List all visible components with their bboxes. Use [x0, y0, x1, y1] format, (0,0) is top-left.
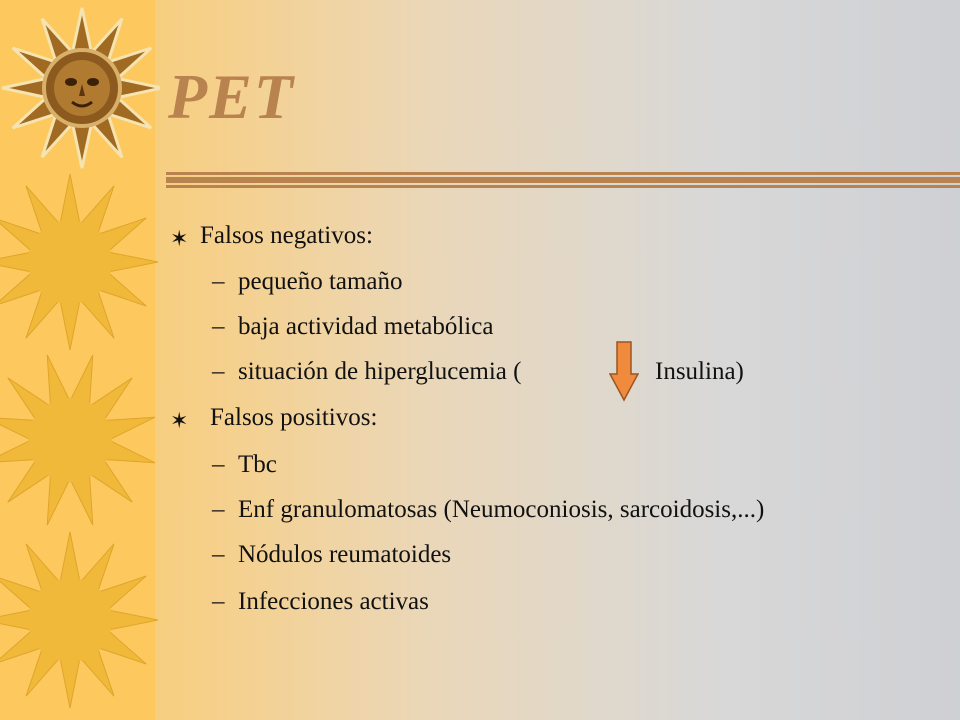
title-rule — [166, 172, 960, 194]
list-item — [212, 358, 521, 386]
list-item-text: situación de hiperglucemia ( — [238, 358, 522, 385]
list-item-text: baja actividad metabólica — [238, 313, 494, 340]
list-item — [212, 268, 403, 296]
list-item-text: Infecciones activas — [238, 588, 429, 615]
section-heading-positives: Falsos positivos: — [210, 404, 378, 431]
list-item — [212, 496, 764, 524]
list-item — [212, 588, 429, 616]
sun-icon — [0, 174, 158, 350]
dash-glyph: – — [212, 588, 225, 615]
down-arrow-icon — [609, 340, 639, 402]
list-item — [212, 313, 493, 341]
dash-glyph: – — [212, 451, 225, 478]
list-item-text: Nódulos reumatoides — [238, 541, 452, 568]
sun-icon — [0, 352, 158, 527]
list-item — [212, 541, 451, 569]
dash-glyph: – — [212, 496, 225, 523]
bullet-icon: ✶ — [170, 226, 189, 251]
bullet-icon: ✶ — [170, 408, 189, 433]
dash-glyph: – — [212, 541, 225, 568]
list-item-text: pequeño tamaño — [238, 268, 403, 295]
slide-title: PET — [168, 61, 295, 132]
sun-face-icon — [2, 8, 160, 168]
sun-decorations — [0, 0, 160, 720]
list-item-text-continued: Insulina) — [655, 358, 744, 385]
section-heading-negatives: Falsos negativos: — [200, 222, 373, 249]
list-item-text: Enf granulomatosas (Neumoconiosis, sarcoidosis,...) — [238, 496, 765, 523]
dash-glyph: – — [212, 358, 225, 385]
dash-glyph: – — [212, 313, 225, 340]
dash-glyph: – — [212, 268, 225, 295]
list-item-text: Tbc — [238, 451, 277, 478]
sun-icon — [0, 532, 158, 708]
list-item — [212, 451, 277, 479]
